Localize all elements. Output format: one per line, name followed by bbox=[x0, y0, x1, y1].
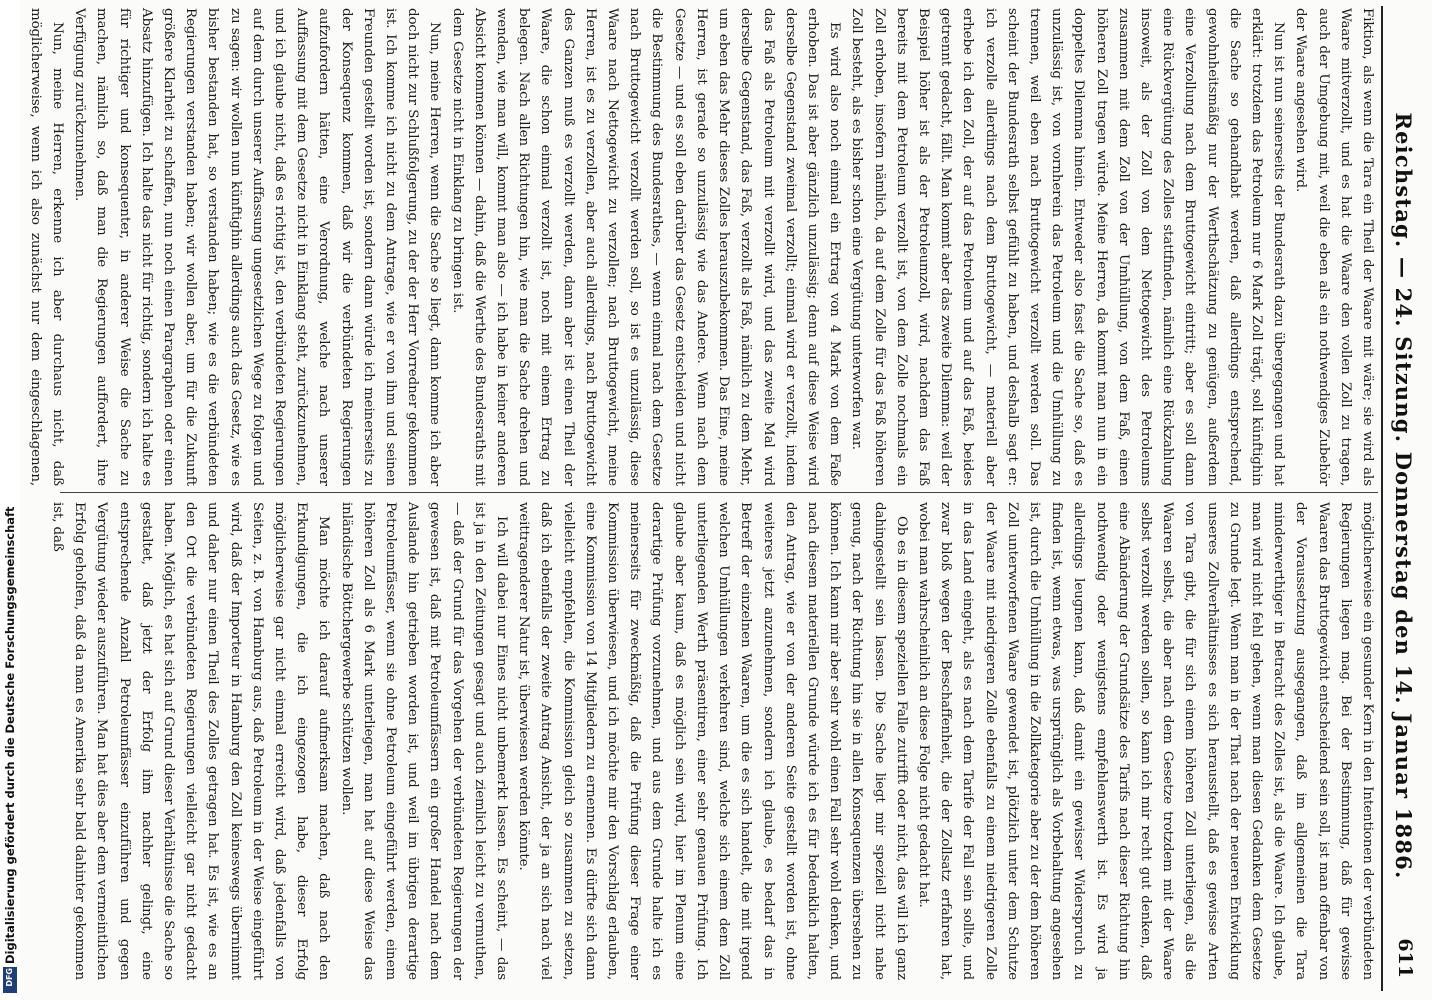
column-divider bbox=[60, 492, 1378, 493]
paragraph: Ob es in diesem speziellen Falle zutrifft oder nicht, das will ich ganz dahingestellt sein lassen. Die Sache liegt mir speziell nicht nahe genug, nach der Richtung hin sie in allen Konsequenzen übersehen zu können. Ich kann mir aber sehr wohl einen Fall sehr wohl denken, und nach diesem materiellen Grunde würde ich es für bedenklich halten, den Antrag, wie er von der anderen Seite gestellt worden ist, ohne weiteres jetzt anzunehmen, sondern ich glaube, es bedarf das in Betreff der einzelnen Waaren, um die es sich handelt, die mit irgend welchen Umhüllungen verkehren sind, welche sich einem dem Zoll unterliegenden Werth präsentiren, einer sehr genauen Prüfung. Ich glaube aber kaum, daß es möglich sein wird, hier im Plenum eine derartige Prüfung vorzunehmen, und aus dem Grunde halte ich es meinerseits für zweckmäßig, daß die Prüfung dieser Frage einer Kommission überwiesen, und ich möchte mir den Vorschlag erlauben, eine Kommission von 14 Mitgliedern zu ernennen. Es dürfte sich dann vielleicht empfehlen, die Kommission gleich so zusammen zu setzen, daß ich ebenfalls der zweite Antrag Ansicht, der ja an sich nach viel weittragenderer Natur ist, überwiesen werden könnte. bbox=[516, 502, 909, 980]
page-header bbox=[1388, 8, 1418, 984]
paragraph: Nun ist nun seinerseits der Bundesrath dazu übergegangen und hat erklärt: trotzdem das Petroleum nur 6 Mark Zoll trägt, soll künftighin die Sache so gehandhabt werden, daß allerdings entsprechend, gewohnheitsmäßig nur der Werthschätzung zu genügen, außerdem eine Verzollung nach dem Bruttogewicht eintritt; aber es soll dann eine Rückvergütung des Zolles stattfinden, nämlich eine Rückzahlung insoweit, als der Zoll von dem Nettogewicht des Petroleums zusammen mit dem Zoll von der Umhüllung, von dem Faß, einen höheren Zoll tragen würde. Meine Herren, da kommt man nun in ein doppeltes Dilemma hinein. Entweder also fasst die Sache so, daß es unzulässig ist, von vornherein das Petroleum und die Umhüllung zu trennen, weil eben nach Bruttogewicht verzollt werden soll. Das scheint der Bundesrath selbst gefühlt zu haben, und deshalb sagt er: ich verzolle allerdings nach dem Bruttogewicht, — materiell aber erhebe ich den Zoll, der auf das Petroleum und auf das Faß, beides getrennt gedacht, fällt. Man kommt aber das zweite Dilemma: weil der Beispiel höher ist als der Petroleumzoll, wird, nachdem das Faß bereits mit dem Petroleum verzollt ist, von dem Zolle nochmals ein Zoll erhoben, insofern nämlich, da auf dem Zolle für das Faß höheren Zoll besteht, als es bisher schon eine Vergütung unterworfen war. bbox=[849, 8, 1287, 486]
dfg-logo-text: DFG bbox=[5, 968, 14, 987]
paragraph: möglicherweise ein gesunder Kern in den Intentionen der verbündeten Regierungen liegen mag. Bei der Bestimmung, daß für gewisse Waaren das Bruttogewicht entscheidend sein soll, ist man offenbar von der Voraussetzung ausgegangen, daß im allgemeinen die Tara minderwerthiger in Betracht des Zolles ist, als die Waare. Ich glaube, man wird nicht fehl gehen, wenn man diesen Gedanken dem Gesetze zu Grunde legt. Wenn man in der That nach der neueren Entwicklung unseres Zollverhältnisses es sich herausstellt, daß es gewisse Arten von Tara gibt, die für sich einem höheren Zoll unterliegen, als die Waaren selbst, die aber nach dem Gesetze trotzdem mit der Waare selbst verzollt werden sollen, so kann ich mir recht gut denken, daß eine Abänderung der Grundsätze des Tarifs nach dieser Richtung hin nothwendig oder wenigstens empfehlenswerth ist. Es wird ja allerdings leugnen kann, daß damit ein gewisser Widerspruch zu finden ist, wenn etwas, was ursprünglich als Vorbehaltung angesehen ist, durch die Umhüllung in die Zollkategorie aber zu der dem höheren Zoll unterworfenen Waare gewendet ist, plötzlich unter dem Schutze der Waare mit niedrigeren Zolle ebenfalls zu einem niedrigeren Zolle in das Land eingeht, als es nach dem Tarife der Fall sein sollte, und zwar bloß wegen der Beschaffenheit, die der Zollsatz erfahren hat, wobei man wahrscheinlich an diese Folge nicht gedacht hat. bbox=[915, 502, 1375, 980]
running-title: Reichstag. — 24. Sitzung. Donnerstag den 14. Januar 1886. bbox=[1391, 112, 1416, 880]
page-number: 611 bbox=[1394, 938, 1416, 978]
paragraph: Man möchte ich darauf aufmerksam machen, daß nach den Erkundigungen, die ich eingezogen habe, dieser Erfolg möglicherweise gar nicht einmal erreicht wird, daß jedenfalls von Seiten, z. B. von Hamburg aus, daß Petroleum in der Weise eingeführt wird, daß der Importeur in Hamburg den Zoll keineswegs übernimmt und daher nur einen Theil des Zolles getragen hat. Es ist, wie es an den Ort die verbündeten Regierungen vielleicht gar nicht gedacht haben. Möglich, es hat sich auf Grund dieser Verhältnisse die Sache so gestaltet, daß jetzt der Erfolg ihm nachher gelingt, eine entsprechende Anzahl Petroleumfässer einzuführen und gegen Vergütung wieder auszuführen. Man hat dies aber dem vermeintlichen Erfolg geholfen, daß da man es Amerika sehr bald dahinter gekommen ist, daß bbox=[50, 502, 332, 980]
paragraph: Ich will dabei nur Eines nicht unbemerkt lassen. Es scheint, — das ist ja in den Zeitungen gesagt und auch ziemlich leicht zu vermuthen, — daß der Grund für das Vorgehen der verbündeten Regierungen der gewesen ist, daß mit Petroleumfässern ein großer Handel nach dem Auslande hin getrieben worden ist, und weil im übrigen derartige Petroleumfässer, wenn sie ohne Petroleum eingeführt werden, einem höheren Zoll als 6 Mark unterliegen, man hat auf diese Weise das inländische Böttchergewerbe schützen wollen. bbox=[338, 502, 510, 980]
digitization-sidebar bbox=[0, 0, 20, 1000]
text-column-right bbox=[50, 502, 1378, 980]
paragraph: Es wird also noch einmal ein Ertrag von 4 Mark von dem Faße erhoben. Das ist aber gänzlich unzulässig; denn auf diese Weise wird derselbe Gegenstand zweimal verzollt; einmal wird er verzollt, indem das Faß als Petroleum mit verzollt wird, und das zweite Mal wird derselbe Gegenstand, das Faß, verzollt als Faß, nämlich zu dem Mehr, um eben das Mehr dieses Zolles herauszubekommen. Das Eine, meine Herren, ist gerade so unzulässig wie das Andere. Wenn nach dem Gesetze — und es soll eben darüber das Gesetz entscheiden und nicht die Bestimmung des Bundesrathes, — wenn einmal nach dem Gesetze nach Bruttogewicht verzollt werden soll, so ist es unzulässig, diese Waare nach Nettogewicht zu verzollen; nach Bruttogewicht, meine Herren, ist es zu verzollen, aber auch allerdings, nach Bruttogewicht des Ganzen muß es verzollt werden, dann aber ist einen Theil der Waare, die schon einmal verzollt ist, noch mit einem Ertrag zu belegen. Nach allen Richtungen hin, wie man die Sache drehen und wenden, wie man will, kommt man also — ich habe in keiner anderen Absicht kommen können — dahin, daß die Werthe des Bundesraths mit dem Gesetze nicht in Einklang zu bringen ist. bbox=[449, 8, 843, 486]
paragraph: Nun, meine Herren, wenn die Sache so liegt, dann komme ich aber doch nicht zur Schlußfolgerung, zu der der Herr Vorredner gekommen ist. Ich komme ich nicht zu dem Antrage, wie er von ihm und seinen Freunden gestellt worden ist, sondern dann würde ich meinerseits zu der Konsequenz kommen, daß wir die verbündeten Regierungen aufzufordern hätten, eine Verordnung, welche nach unserer Auffassung mit dem Gesetze nicht in Einklang steht, zurückzunehmen, und ich glaube nicht, daß es richtig ist, den verbündeten Regierungen auf dem durch unserer Auffassung ungesetzlichen Wege zu folgen und zu sagen: wir wollen nun künftighin allerdings auch das Gesetz, wie es bisher bestanden hat, so verstanden haben; wie es die verbündeten Regierungen verstanden haben; wir wollen aber, um für die Zukunft größere Klarheit zu schaffen, nun noch einen Paragraphen oder einen Absatz hinzufügen. Ich halte das nicht für richtig, sondern ich halte es für richtiger und konsequenter, in anderer Weise die Sache zu machen, nämlich so, daß man die Regierungen auffordert, ihre Verfügung zurückzunehmen. bbox=[72, 8, 443, 486]
paragraph: Fiktion, als wenn die Tara ein Theil der Waare mit wäre; sie wird als Waare mitverzollt, und es hat die Waare den vollen Zoll zu tragen, auch der Umgebung mit, weil die eben als ein nothwendiges Zubehör der Waare angesehen wird. bbox=[1293, 8, 1375, 486]
dfg-logo-icon bbox=[3, 967, 17, 993]
digitization-credit: Digitalisierung gefördert durch die Deutsche Forschungsgemeinschaft bbox=[3, 506, 17, 964]
paragraph: Nun, meine Herren, erkenne ich aber durchaus nicht, daß möglicherweise, wenn ich also zunächst nur dem eingeschlagenen, bbox=[27, 8, 66, 486]
header-rule bbox=[1381, 6, 1383, 991]
text-column-left bbox=[27, 8, 1378, 486]
